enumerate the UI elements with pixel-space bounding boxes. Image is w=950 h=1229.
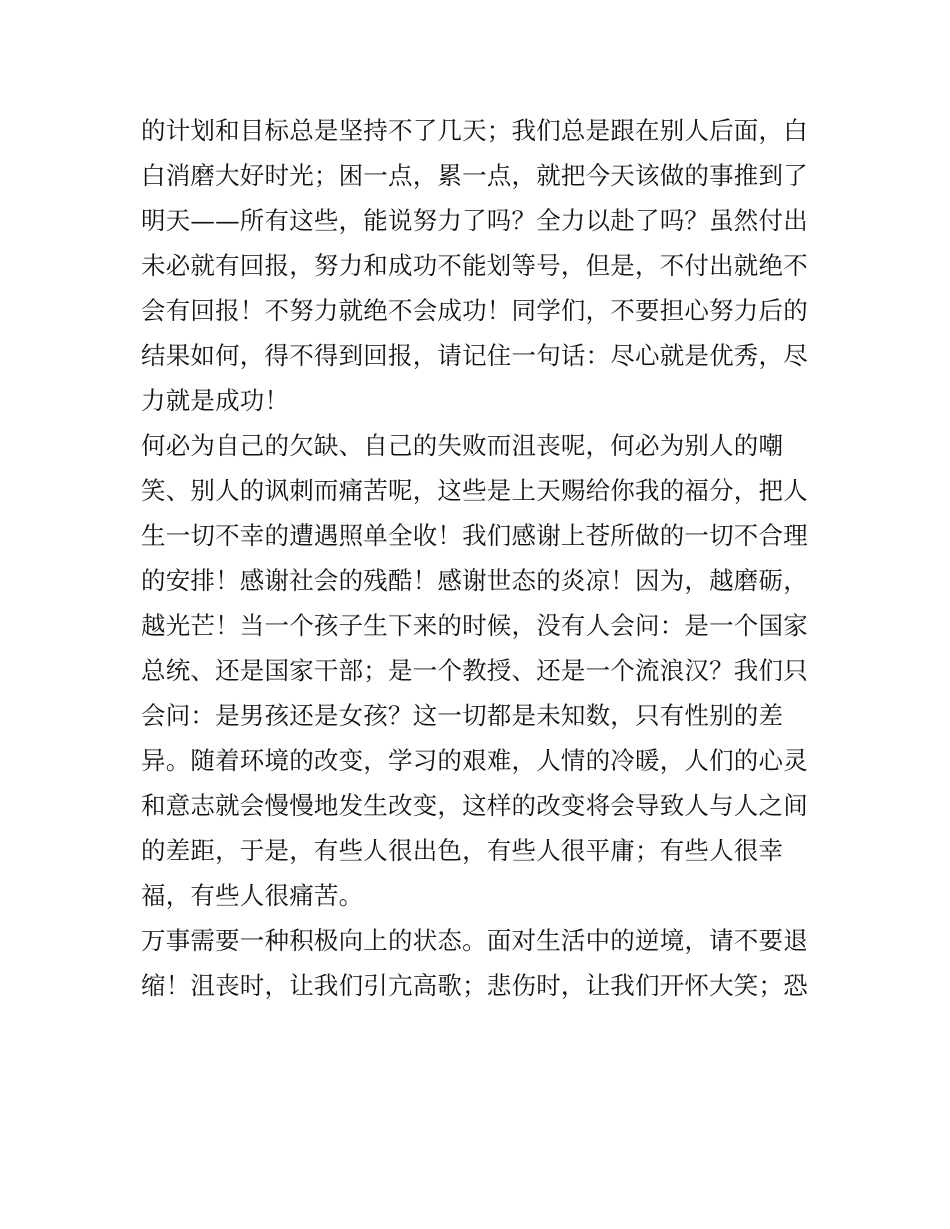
text-line: 的安排！感谢社会的残酷！感谢世态的炎凉！因为，越磨砺， (141, 566, 808, 595)
text-line: 生一切不幸的遭遇照单全收！我们感谢上苍所做的一切不合理 (141, 521, 808, 550)
text-line: 异。随着环境的改变，学习的艰难，人情的冷暖，人们的心灵 (141, 746, 808, 775)
text-line: 和意志就会慢慢地发生改变，这样的改变将会导致人与人之间 (141, 791, 808, 820)
text-line: 明天——所有这些，能说努力了吗？全力以赴了吗？虽然付出 (141, 206, 808, 235)
text-line: 会问：是男孩还是女孩？这一切都是未知数，只有性别的差 (141, 701, 784, 730)
text-line: 会有回报！不努力就绝不会成功！同学们，不要担心努力后的 (141, 296, 808, 325)
text-line: 力就是成功！ (141, 386, 290, 415)
text-line: 总统、还是国家干部；是一个教授、还是一个流浪汉？我们只 (141, 656, 808, 685)
body-text (141, 108, 821, 1008)
text-line: 结果如何，得不得到回报，请记住一句话：尽心就是优秀，尽 (141, 341, 808, 370)
text-line: 缩！沮丧时，让我们引亢高歌；悲伤时，让我们开怀大笑；恐 (141, 971, 808, 1000)
text-line: 福，有些人很痛苦。 (141, 881, 364, 910)
text-line: 何必为自己的欠缺、自己的失败而沮丧呢，何必为别人的嘲 (141, 431, 784, 460)
text-line: 越光芒！当一个孩子生下来的时候，没有人会问：是一个国家 (141, 611, 808, 640)
text-line: 的差距，于是，有些人很出色，有些人很平庸；有些人很幸 (141, 836, 784, 865)
text-line: 笑、别人的讽刺而痛苦呢，这些是上天赐给你我的福分，把人 (141, 476, 808, 505)
text-line: 未必就有回报，努力和成功不能划等号，但是，不付出就绝不 (141, 251, 808, 280)
text-line: 的计划和目标总是坚持不了几天；我们总是跟在别人后面，白 (141, 116, 808, 145)
text-line: 白消磨大好时光；困一点，累一点，就把今天该做的事推到了 (141, 161, 808, 190)
text-line: 万事需要一种积极向上的状态。面对生活中的逆境，请不要退 (141, 926, 808, 955)
